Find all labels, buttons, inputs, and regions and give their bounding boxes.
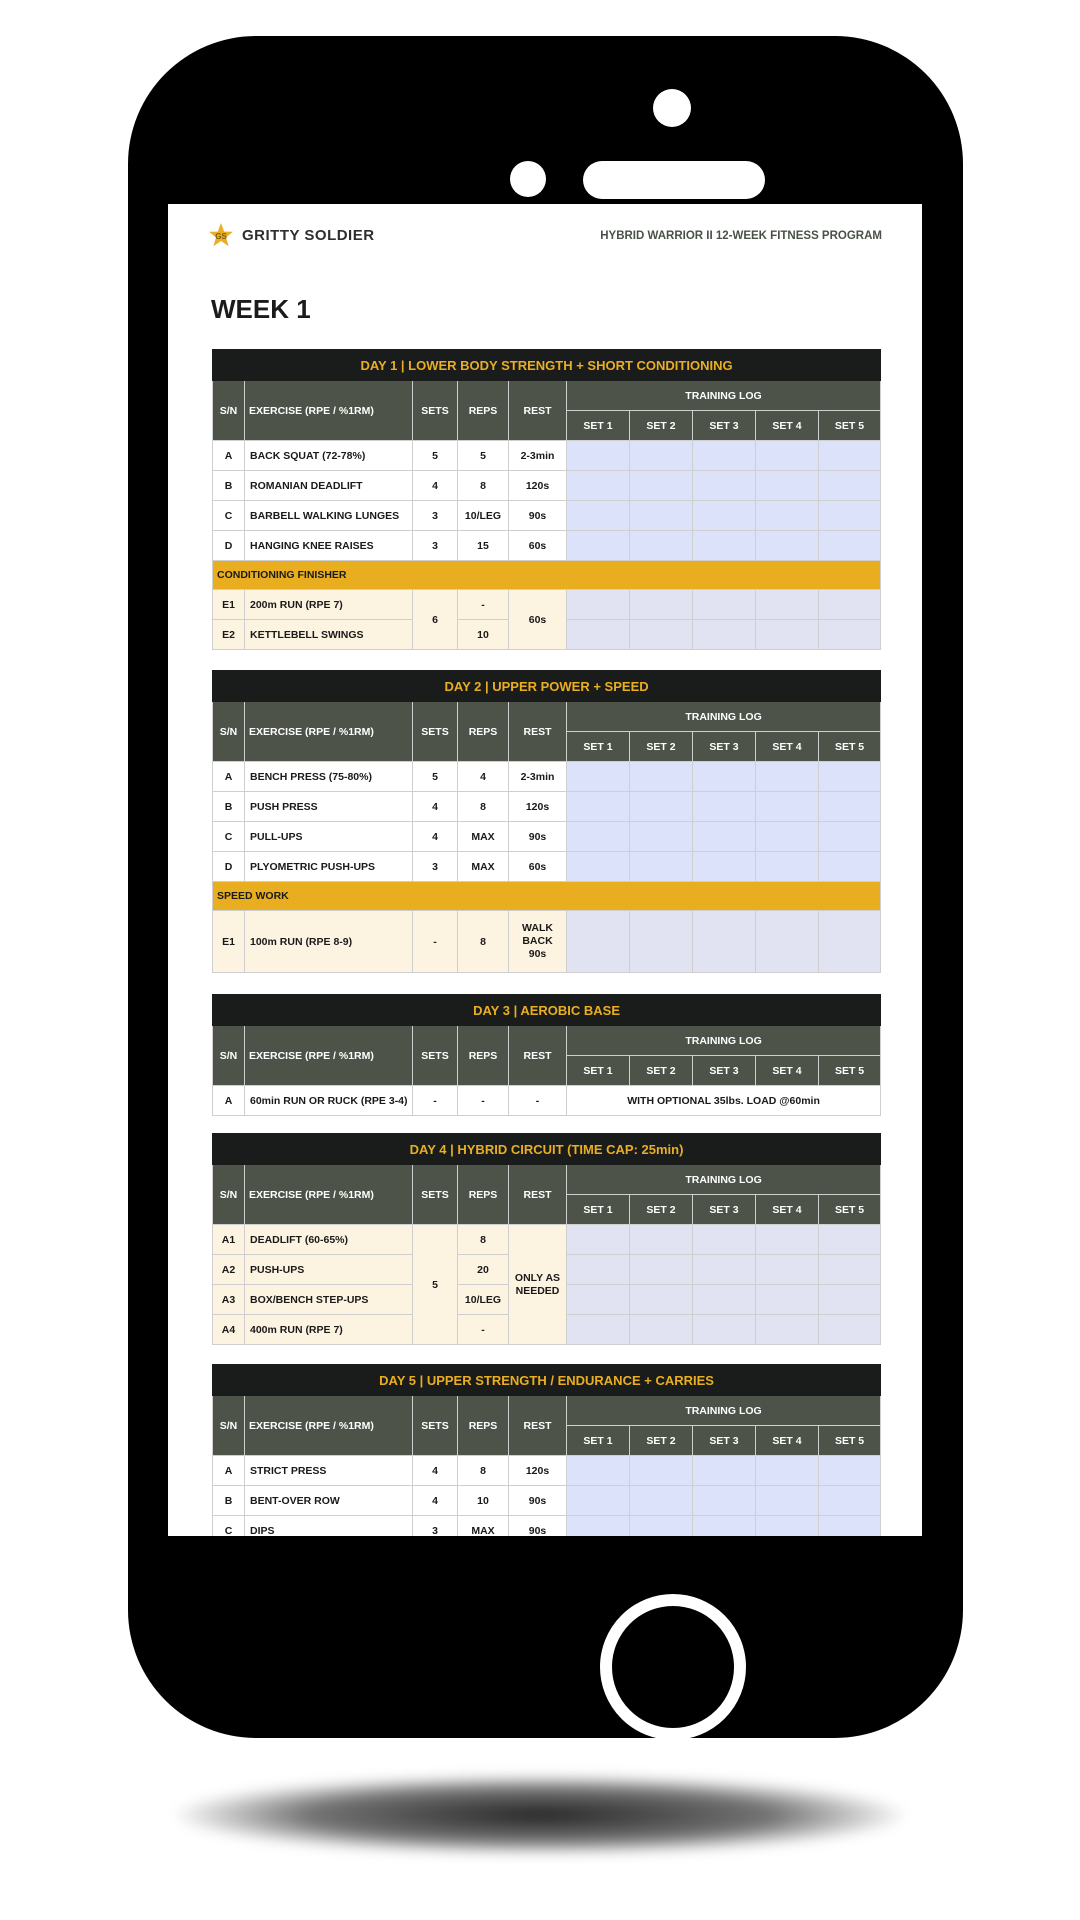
star-icon [208,222,234,248]
log-cell[interactable] [756,911,819,973]
row-rest: 120s [509,792,567,822]
table-row [213,531,881,561]
section-label: CONDITIONING FINISHER [213,561,881,590]
table-row [213,501,881,531]
log-cell[interactable] [567,1315,630,1345]
log-cell[interactable] [819,471,881,501]
log-cell[interactable] [756,590,819,620]
log-cell[interactable] [693,822,756,852]
log-cell[interactable] [630,822,693,852]
log-cell[interactable] [630,792,693,822]
row-exercise: KETTLEBELL SWINGS [245,620,413,650]
log-cell[interactable] [567,1516,630,1537]
row-exercise: 400m RUN (RPE 7) [245,1315,413,1345]
day-2-table [212,670,881,973]
day-1-table [212,349,881,650]
day-3-table [212,994,881,1116]
row-exercise: BARBELL WALKING LUNGES [245,501,413,531]
row-sn: E1 [213,911,245,973]
log-cell[interactable] [756,1486,819,1516]
log-cell[interactable] [630,852,693,882]
group-sets: 6 [413,590,458,650]
header-set-5: SET 5 [819,411,881,441]
log-cell[interactable] [567,531,630,561]
log-cell[interactable] [630,1516,693,1537]
log-cell[interactable] [693,531,756,561]
row-reps: 8 [458,792,509,822]
row-reps: 15 [458,531,509,561]
row-sn: C [213,501,245,531]
log-cell[interactable] [630,471,693,501]
log-cell[interactable] [756,531,819,561]
log-cell[interactable] [630,620,693,650]
brand-logo [208,222,375,248]
rest-line: 90s [528,948,547,960]
log-cell[interactable] [819,441,881,471]
log-cell[interactable] [630,531,693,561]
table-row [213,762,881,792]
section-row [213,882,881,911]
row-exercise: 60min RUN OR RUCK (RPE 3-4) [245,1086,413,1116]
log-cell[interactable] [567,1285,630,1315]
document-header [208,222,884,252]
header-set-5: SET 5 [819,732,881,762]
table-row [213,852,881,882]
table-row [213,822,881,852]
row-sn: D [213,531,245,561]
row-sn: B [213,792,245,822]
header-rest: REST [509,1165,567,1225]
header-set-2: SET 2 [630,1056,693,1086]
row-reps: 10 [458,1486,509,1516]
log-cell[interactable] [819,1516,881,1537]
log-cell[interactable] [567,1225,630,1255]
row-exercise: HANGING KNEE RAISES [245,531,413,561]
log-cell[interactable] [819,590,881,620]
row-sn: A3 [213,1285,245,1315]
log-cell[interactable] [567,1255,630,1285]
log-cell[interactable] [567,852,630,882]
row-exercise: BENCH PRESS (75-80%) [245,762,413,792]
header-set-5: SET 5 [819,1056,881,1086]
row-reps: 10/LEG [458,1285,509,1315]
log-cell[interactable] [693,441,756,471]
section-label: SPEED WORK [213,882,881,911]
log-cell[interactable] [819,1315,881,1345]
log-cell[interactable] [693,792,756,822]
row-sn: A1 [213,1225,245,1255]
header-set-4: SET 4 [756,1056,819,1086]
row-sn: E2 [213,620,245,650]
row-reps: 10/LEG [458,501,509,531]
log-cell[interactable] [630,762,693,792]
row-sets: 3 [413,531,458,561]
row-sn: D [213,852,245,882]
header-set-3: SET 3 [693,1195,756,1225]
header-training-log: TRAINING LOG [567,702,881,732]
row-rest: 90s [509,822,567,852]
log-cell[interactable] [693,1255,756,1285]
log-cell[interactable] [819,1486,881,1516]
log-cell[interactable] [693,852,756,882]
row-exercise: 200m RUN (RPE 7) [245,590,413,620]
row-sn: A4 [213,1315,245,1345]
log-cell[interactable] [819,1255,881,1285]
log-cell[interactable] [567,762,630,792]
row-sn: C [213,1516,245,1537]
header-set-4: SET 4 [756,1195,819,1225]
row-reps: 8 [458,471,509,501]
header-rest: REST [509,381,567,441]
header-sn: S/N [213,702,245,762]
table-row [213,1086,881,1116]
row-reps: 8 [458,1456,509,1486]
row-exercise: ROMANIAN DEADLIFT [245,471,413,501]
header-rest: REST [509,1026,567,1086]
log-cell[interactable] [693,620,756,650]
row-exercise: BENT-OVER ROW [245,1486,413,1516]
header-sets: SETS [413,1026,458,1086]
log-cell[interactable] [567,911,630,973]
header-set-3: SET 3 [693,1056,756,1086]
row-sn: A [213,1456,245,1486]
row-note: WITH OPTIONAL 35lbs. LOAD @60min [567,1086,881,1116]
row-sn: B [213,471,245,501]
row-rest: 2-3min [509,762,567,792]
week-title: WEEK 1 [211,294,311,324]
log-cell[interactable] [630,441,693,471]
row-reps: 8 [458,1225,509,1255]
row-exercise: 100m RUN (RPE 8-9) [245,911,413,973]
group-rest [509,1225,567,1345]
log-cell[interactable] [630,501,693,531]
row-sets: 5 [413,441,458,471]
header-set-1: SET 1 [567,1056,630,1086]
phone-screen[interactable] [168,204,922,1536]
program-title: HYBRID WARRIOR II 12-WEEK FITNESS PROGRAM [600,230,882,242]
header-set-1: SET 1 [567,1195,630,1225]
rest-line: NEEDED [515,1284,560,1297]
row-rest: 90s [509,501,567,531]
log-cell[interactable] [819,1456,881,1486]
log-cell[interactable] [693,1486,756,1516]
proximity-sensor [510,161,546,197]
day-title: DAY 1 | LOWER BODY STRENGTH + SHORT CONDITIONING [213,350,881,381]
log-cell[interactable] [756,852,819,882]
header-sn: S/N [213,1396,245,1456]
log-cell[interactable] [567,501,630,531]
section-row [213,561,881,590]
log-cell[interactable] [693,471,756,501]
log-cell[interactable] [567,620,630,650]
header-set-1: SET 1 [567,1426,630,1456]
log-cell[interactable] [693,911,756,973]
row-reps: 5 [458,441,509,471]
row-reps: MAX [458,852,509,882]
log-cell[interactable] [693,1285,756,1315]
log-cell[interactable] [756,1456,819,1486]
day-title: DAY 4 | HYBRID CIRCUIT (TIME CAP: 25min) [213,1134,881,1165]
header-sets: SETS [413,1396,458,1456]
row-reps: - [458,1086,509,1116]
log-cell[interactable] [756,792,819,822]
row-rest: 60s [509,531,567,561]
log-cell[interactable] [756,1516,819,1537]
log-cell[interactable] [756,1315,819,1345]
header-training-log: TRAINING LOG [567,1165,881,1195]
log-cell[interactable] [567,792,630,822]
day-5-table [212,1364,881,1536]
row-reps: 20 [458,1255,509,1285]
row-reps: 8 [458,911,509,973]
row-sets: 4 [413,822,458,852]
log-cell[interactable] [756,822,819,852]
brand-name: GRITTY SOLDIER [242,226,375,244]
row-sets: - [413,1086,458,1116]
header-set-4: SET 4 [756,411,819,441]
day-title: DAY 5 | UPPER STRENGTH / ENDURANCE + CARRIES [213,1365,881,1396]
header-sn: S/N [213,381,245,441]
table-row [213,1456,881,1486]
header-set-1: SET 1 [567,732,630,762]
log-cell[interactable] [819,852,881,882]
log-cell[interactable] [693,1315,756,1345]
header-set-4: SET 4 [756,1426,819,1456]
log-cell[interactable] [567,590,630,620]
svg-text:GS: GS [215,232,227,241]
row-exercise: DIPS [245,1516,413,1537]
header-set-4: SET 4 [756,732,819,762]
day-title: DAY 2 | UPPER POWER + SPEED [213,671,881,702]
header-exercise: EXERCISE (RPE / %1RM) [245,1396,413,1456]
log-cell[interactable] [693,1225,756,1255]
header-reps: REPS [458,1165,509,1225]
row-reps: 4 [458,762,509,792]
header-exercise: EXERCISE (RPE / %1RM) [245,1026,413,1086]
table-row [213,1486,881,1516]
header-sn: S/N [213,1026,245,1086]
header-reps: REPS [458,702,509,762]
header-reps: REPS [458,381,509,441]
header-rest: REST [509,702,567,762]
header-training-log: TRAINING LOG [567,1396,881,1426]
row-sn: A [213,1086,245,1116]
row-sn: A2 [213,1255,245,1285]
row-exercise: DEADLIFT (60-65%) [245,1225,413,1255]
row-sets: 4 [413,471,458,501]
table-row [213,590,881,620]
day-4-table [212,1133,881,1345]
log-cell[interactable] [630,1456,693,1486]
log-cell[interactable] [567,441,630,471]
log-cell[interactable] [567,471,630,501]
row-reps: 10 [458,620,509,650]
log-cell[interactable] [819,501,881,531]
header-set-5: SET 5 [819,1195,881,1225]
header-training-log: TRAINING LOG [567,381,881,411]
log-cell[interactable] [693,1456,756,1486]
rest-line: WALK [522,922,553,934]
row-rest: 120s [509,471,567,501]
table-row [213,1516,881,1537]
group-rest: 60s [509,590,567,650]
row-sn: A [213,762,245,792]
header-set-2: SET 2 [630,411,693,441]
group-sets: 5 [413,1225,458,1345]
header-set-2: SET 2 [630,1195,693,1225]
header-reps: REPS [458,1026,509,1086]
rest-line: ONLY AS [514,1271,561,1284]
row-reps: MAX [458,1516,509,1537]
row-rest: 2-3min [509,441,567,471]
log-cell[interactable] [756,1255,819,1285]
log-cell[interactable] [630,1486,693,1516]
row-exercise: PULL-UPS [245,822,413,852]
row-rest: - [509,1086,567,1116]
log-cell[interactable] [693,501,756,531]
table-row [213,911,881,973]
log-cell[interactable] [819,911,881,973]
row-rest: 90s [509,1486,567,1516]
log-cell[interactable] [630,1315,693,1345]
log-cell[interactable] [693,1516,756,1537]
row-exercise: BOX/BENCH STEP-UPS [245,1285,413,1315]
rest-line: BACK [522,935,553,947]
row-sets: 3 [413,501,458,531]
log-cell[interactable] [819,620,881,650]
row-sets: 4 [413,1486,458,1516]
table-row [213,792,881,822]
log-cell[interactable] [630,911,693,973]
row-rest: 90s [509,1516,567,1537]
header-set-2: SET 2 [630,1426,693,1456]
row-rest [509,911,567,973]
log-cell[interactable] [756,441,819,471]
log-cell[interactable] [819,792,881,822]
earpiece-speaker [583,161,765,199]
header-sn: S/N [213,1165,245,1225]
row-reps: MAX [458,822,509,852]
log-cell[interactable] [756,1285,819,1315]
header-set-1: SET 1 [567,411,630,441]
row-reps: - [458,1315,509,1345]
home-button[interactable] [600,1594,746,1740]
row-exercise: PUSH PRESS [245,792,413,822]
log-cell[interactable] [819,822,881,852]
log-cell[interactable] [819,531,881,561]
log-cell[interactable] [567,822,630,852]
row-rest: 120s [509,1456,567,1486]
row-exercise: STRICT PRESS [245,1456,413,1486]
row-sets: 4 [413,1456,458,1486]
row-rest: 60s [509,852,567,882]
row-sn: A [213,441,245,471]
log-cell[interactable] [567,1486,630,1516]
log-cell[interactable] [630,1225,693,1255]
row-sets: 3 [413,852,458,882]
log-cell[interactable] [567,1456,630,1486]
table-row [213,471,881,501]
row-sets: 5 [413,762,458,792]
row-sn: E1 [213,590,245,620]
log-cell[interactable] [630,590,693,620]
header-exercise: EXERCISE (RPE / %1RM) [245,381,413,441]
row-exercise: PLYOMETRIC PUSH-UPS [245,852,413,882]
header-exercise: EXERCISE (RPE / %1RM) [245,1165,413,1225]
header-set-3: SET 3 [693,1426,756,1456]
header-set-3: SET 3 [693,732,756,762]
table-row [213,441,881,471]
log-cell[interactable] [693,762,756,792]
log-cell[interactable] [819,762,881,792]
log-cell[interactable] [756,620,819,650]
header-exercise: EXERCISE (RPE / %1RM) [245,702,413,762]
header-sets: SETS [413,1165,458,1225]
front-camera [653,89,691,127]
log-cell[interactable] [756,471,819,501]
row-exercise: BACK SQUAT (72-78%) [245,441,413,471]
log-cell[interactable] [630,1285,693,1315]
row-sn: C [213,822,245,852]
row-sets: - [413,911,458,973]
header-set-5: SET 5 [819,1426,881,1456]
header-training-log: TRAINING LOG [567,1026,881,1056]
day-title: DAY 3 | AEROBIC BASE [213,995,881,1026]
log-cell[interactable] [819,1225,881,1255]
header-sets: SETS [413,702,458,762]
log-cell[interactable] [756,501,819,531]
header-reps: REPS [458,1396,509,1456]
header-sets: SETS [413,381,458,441]
log-cell[interactable] [756,1225,819,1255]
row-reps: - [458,590,509,620]
row-sets: 4 [413,792,458,822]
header-set-3: SET 3 [693,411,756,441]
header-rest: REST [509,1396,567,1456]
table-row [213,1225,881,1255]
log-cell[interactable] [693,590,756,620]
row-sn: B [213,1486,245,1516]
log-cell[interactable] [819,1285,881,1315]
log-cell[interactable] [630,1255,693,1285]
phone-shadow [175,1775,905,1855]
row-exercise: PUSH-UPS [245,1255,413,1285]
log-cell[interactable] [756,762,819,792]
header-set-2: SET 2 [630,732,693,762]
row-sets: 3 [413,1516,458,1537]
